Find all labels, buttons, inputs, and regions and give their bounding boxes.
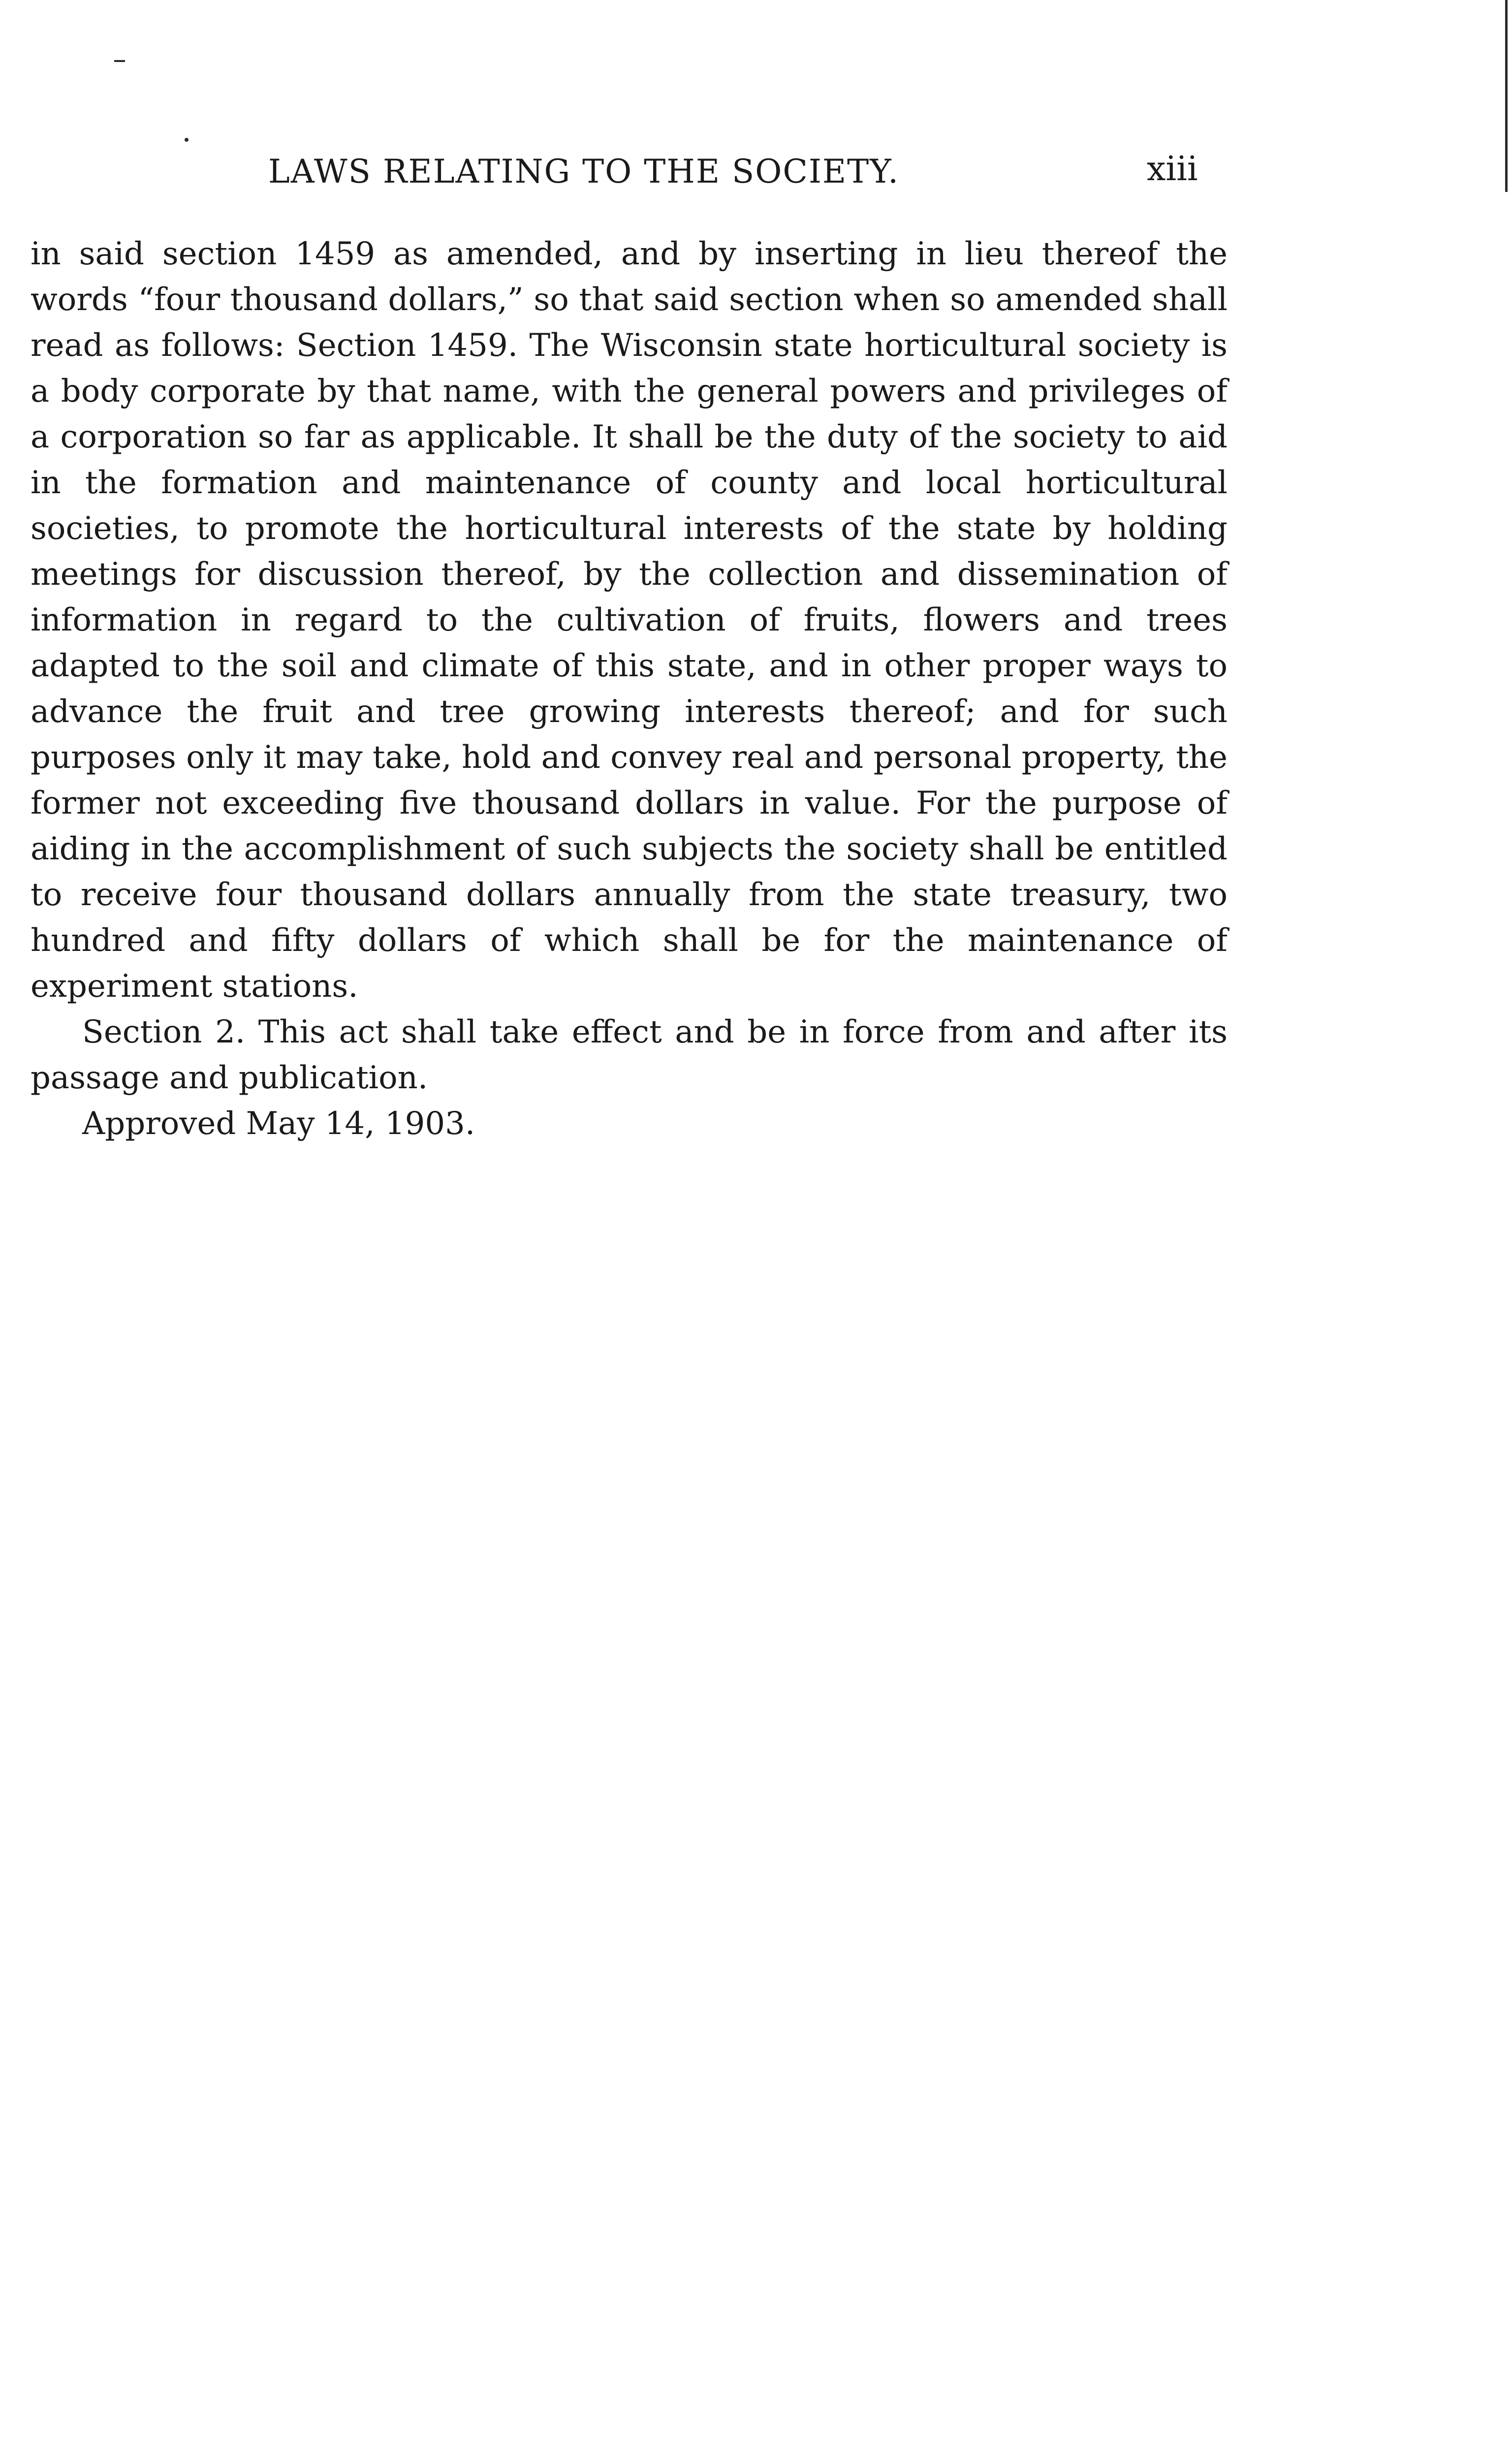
scan-mark [185, 138, 189, 142]
approval-line: Approved May 14, 1903. [82, 1105, 475, 1142]
scan-mark [114, 60, 125, 62]
page-number: xiii [1147, 150, 1198, 189]
paragraph: Section 2. This act shall take effect and be in force from and after its passage and publication. [31, 1014, 1228, 1096]
paragraph: in said section 1459 as amended, and by inserting in lieu thereof the words “four thousand dollars,” so that said section when so amended shall read as follows: Section 1459. The Wisconsin state horticultural society is a body corporate by that name, with the general powers and privileges of a corporation so far as applicable. It shall be the duty of the society to aid in the formation and maintenance of county and local horticultural societies, to promote the horticultural interests of the state by holding meetings for discussion thereof, by the collection and dissemination of information in regard to the cultivation of fruits, flowers and trees adapted to the soil and climate of this state, and in other proper ways to advance the fruit and tree growing interests thereof; and for such purposes only it may take, hold and convey real and personal property, the former not exceeding five thousand dollars in value. For the purpose of aiding in the accomplishment of such subjects the society shall be entitled to receive four thousand dollars annually from the state treasury, two hundred and fifty dollars of which shall be for the maintenance of experiment stations. [31, 236, 1228, 1005]
running-head: LAWS RELATING TO THE SOCIETY. [268, 153, 900, 190]
body-text [31, 231, 1228, 1147]
page-header [0, 150, 1512, 197]
